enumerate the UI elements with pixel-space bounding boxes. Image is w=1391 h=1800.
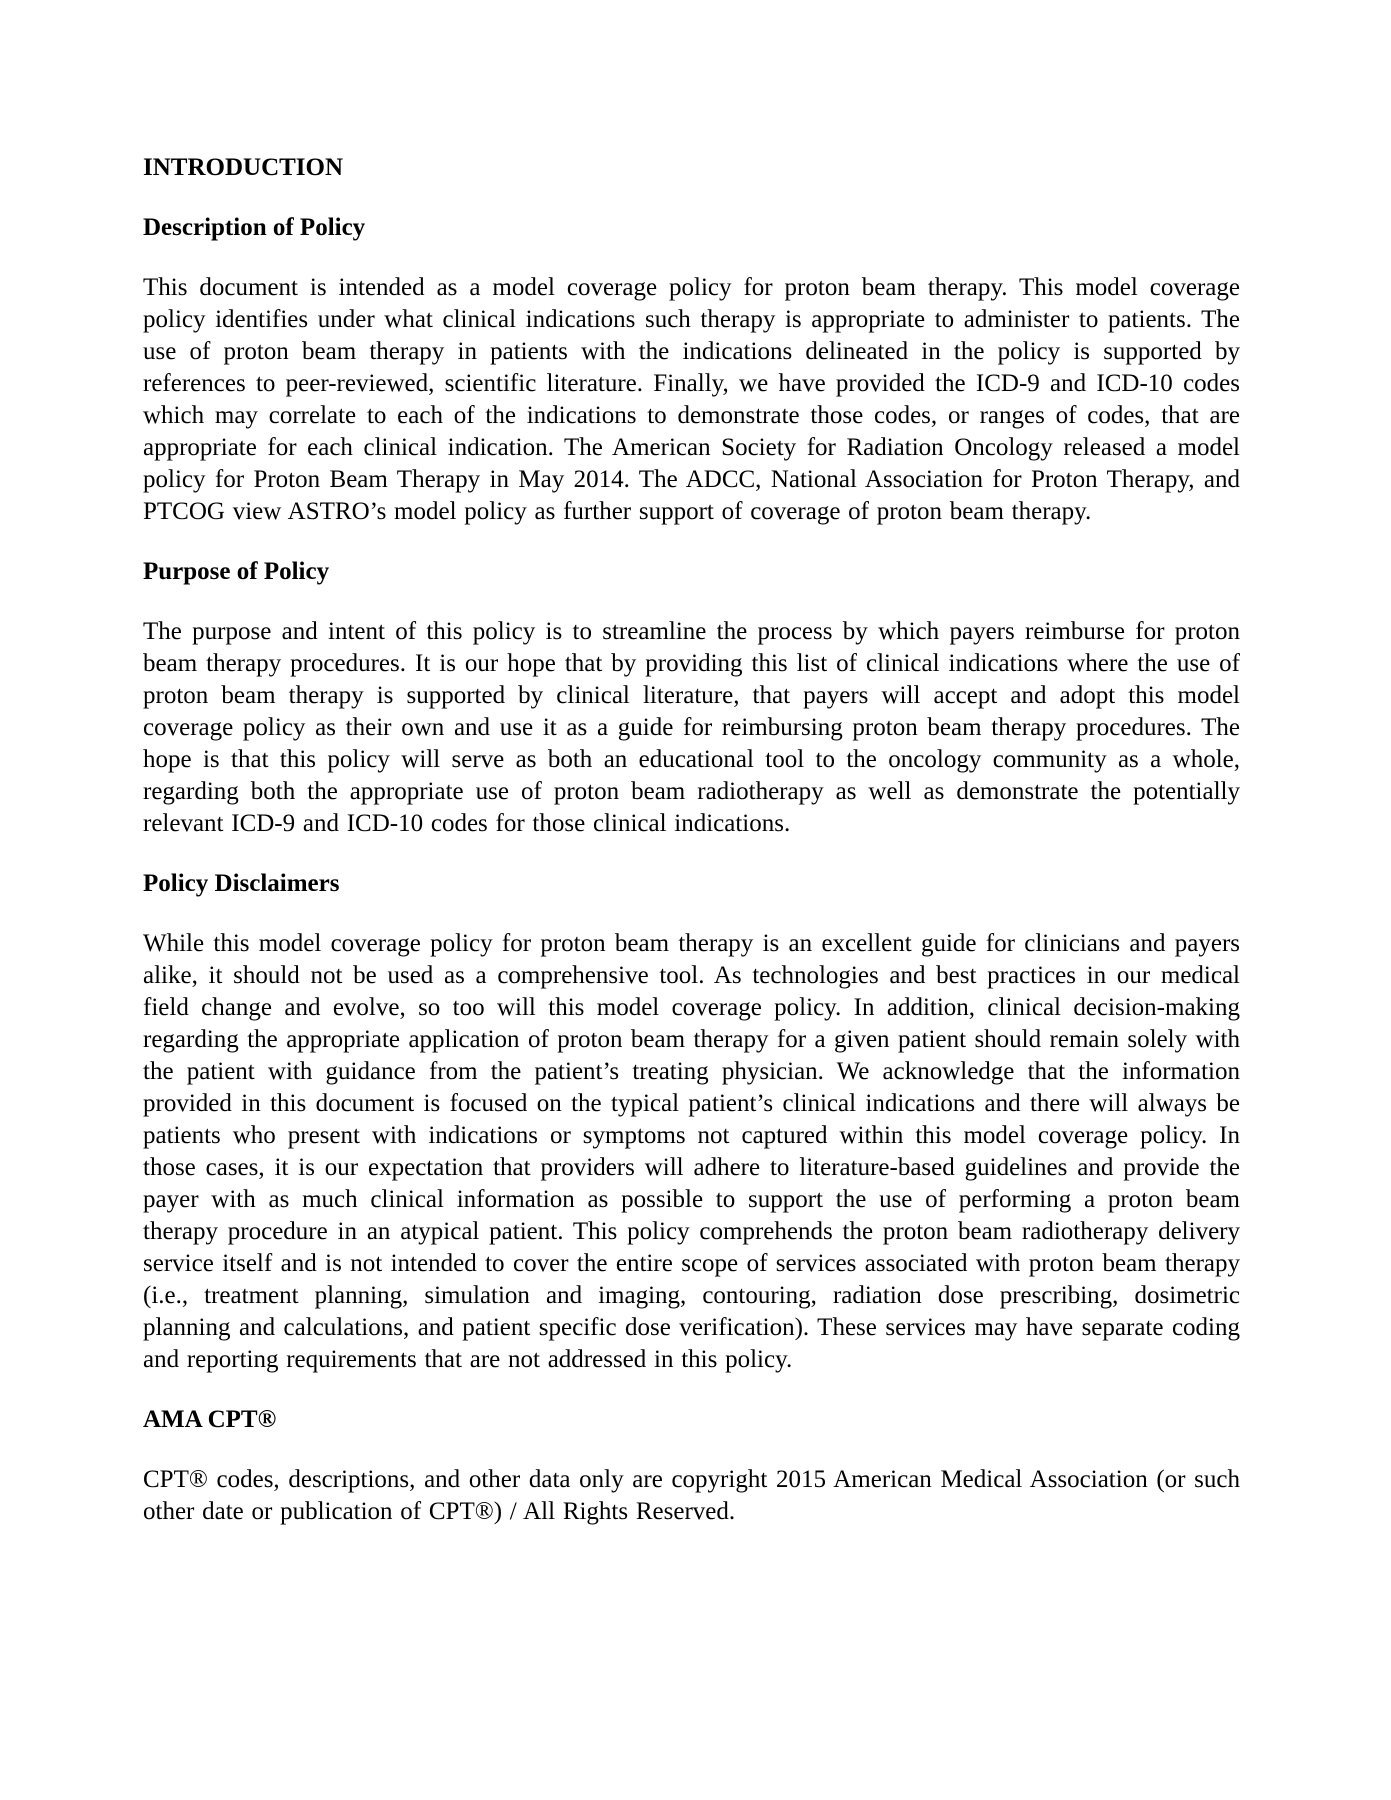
paragraph-description-of-policy: This document is intended as a model coverage policy for proton beam therapy. This model coverage policy identifies under what clinical indications such therapy is appropriate to administer to patients. The use of proton beam therapy in patients with the indications delineated in the policy is supported by references to peer-reviewed, scientific literature. Finally, we have provided the ICD-9 and ICD-10 codes which may correlate to each of the indications to demonstrate those codes, or ranges of codes, that are appropriate for each clinical indication. The American Society for Radiation Oncology released a model policy for Proton Beam Therapy in May 2014. The ADCC, National Association for Proton Therapy, and PTCOG view ASTRO’s model policy as further support of coverage of proton beam therapy.: [143, 274, 1240, 525]
heading-ama-cpt: AMA CPT®: [143, 1406, 277, 1433]
paragraph-ama-cpt-copyright: CPT® codes, descriptions, and other data only are copyright 2015 American Medical Association (or such other date or publication of CPT®) / All Rights Reserved.: [143, 1466, 1240, 1525]
heading-policy-disclaimers: Policy Disclaimers: [143, 870, 340, 897]
paragraph-policy-disclaimers: While this model coverage policy for proton beam therapy is an excellent guide for clinicians and payers alike, it should not be used as a comprehensive tool. As technologies and best practices in our medical field change and evolve, so too will this model coverage policy. In addition, clinical decision-making regarding the appropriate application of proton beam therapy for a given patient should remain solely with the patient with guidance from the patient’s treating physician. We acknowledge that the information provided in this document is focused on the typical patient’s clinical indications and there will always be patients who present with indications or symptoms not captured within this model coverage policy. In those cases, it is our expectation that providers will adhere to literature-based guidelines and provide the payer with as much clinical information as possible to support the use of performing a proton beam therapy procedure in an atypical patient. This policy comprehends the proton beam radiotherapy delivery service itself and is not intended to cover the entire scope of services associated with proton beam therapy (i.e., treatment planning, simulation and imaging, contouring, radiation dose prescribing, dosimetric planning and calculations, and patient specific dose verification). These services may have separate coding and reporting requirements that are not addressed in this policy.: [143, 930, 1240, 1373]
heading-introduction: INTRODUCTION: [143, 154, 344, 181]
paragraph-purpose-of-policy: The purpose and intent of this policy is to streamline the process by which payers reimburse for proton beam therapy procedures. It is our hope that by providing this list of clinical indications where the use of proton beam therapy is supported by clinical literature, that payers will accept and adopt this model coverage policy as their own and use it as a guide for reimbursing proton beam therapy procedures. The hope is that this policy will serve as both an educational tool to the oncology community as a whole, regarding both the appropriate use of proton beam radiotherapy as well as demonstrate the potentially relevant ICD-9 and ICD-10 codes for those clinical indications.: [143, 618, 1240, 837]
heading-purpose-of-policy: Purpose of Policy: [143, 558, 330, 585]
heading-description-of-policy: Description of Policy: [143, 214, 366, 241]
